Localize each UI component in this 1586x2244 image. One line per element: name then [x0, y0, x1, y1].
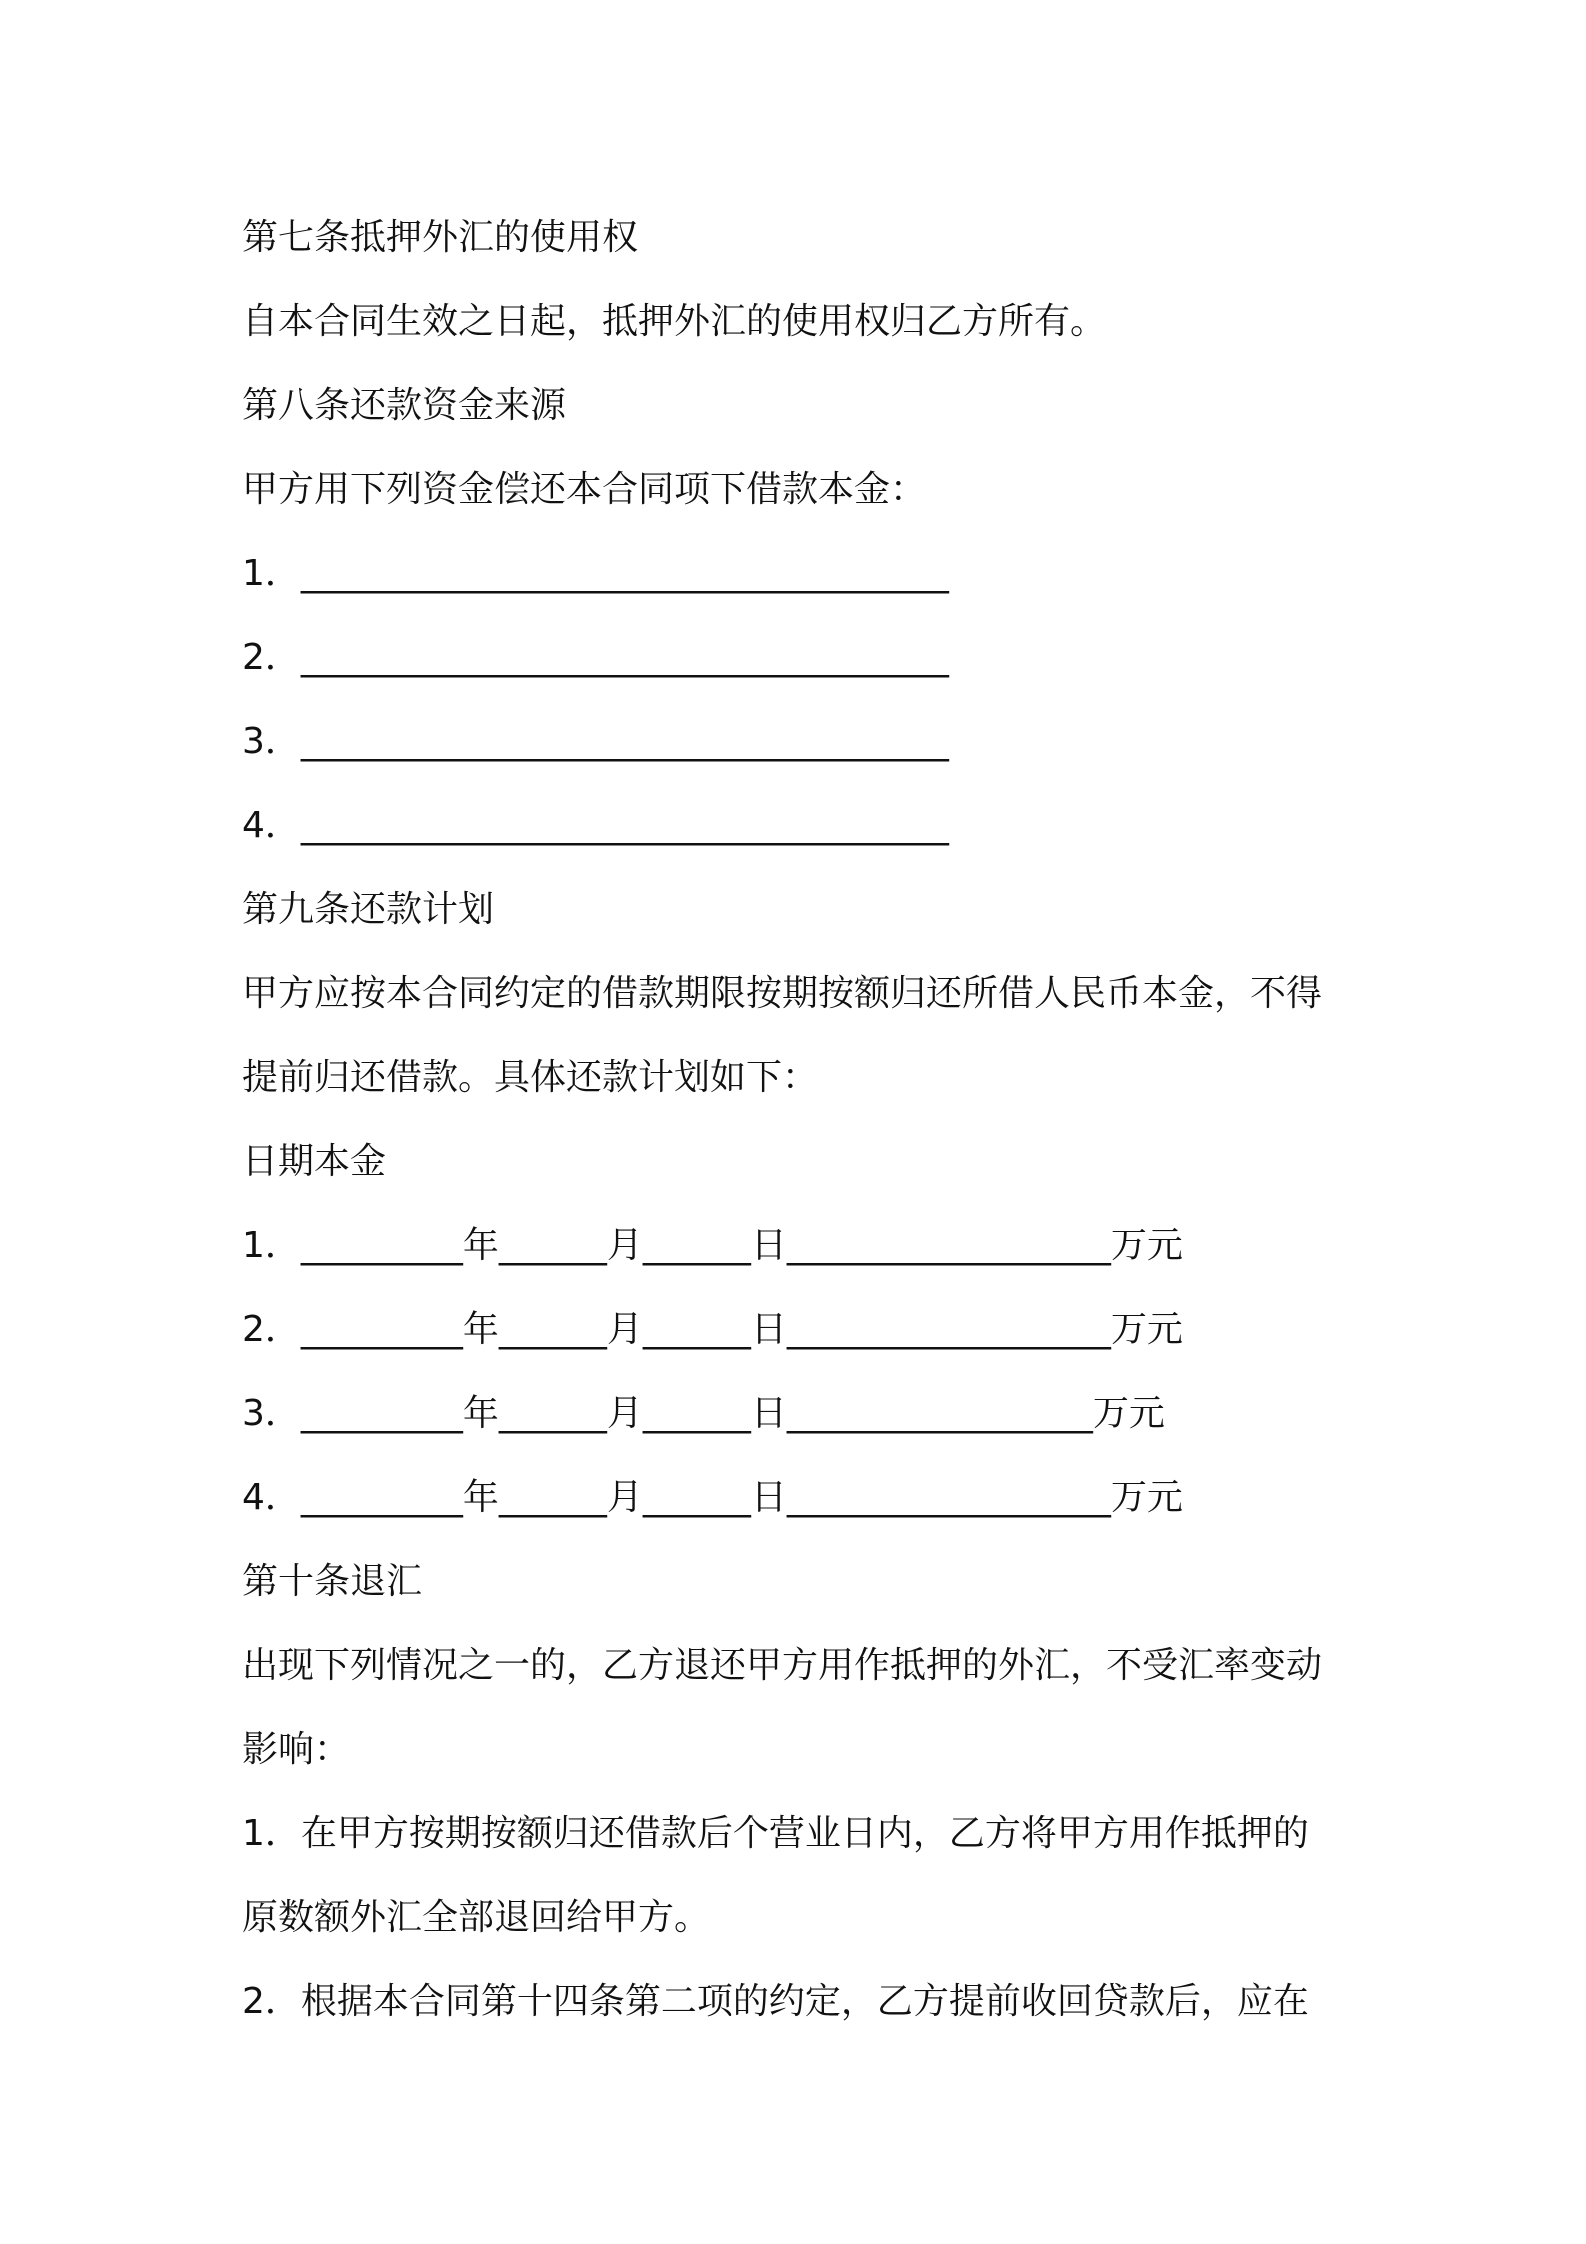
article-9-heading: 第九条还款计划: [242, 889, 495, 930]
article-8-heading: 第八条还款资金来源: [242, 385, 567, 426]
schedule-row-2: 2．_________年______月______日__________________万元: [242, 1309, 1183, 1350]
article-7-text: 自本合同生效之日起，抵押外汇的使用权归乙方所有。: [242, 301, 1107, 342]
article-9-text-line-1: 甲方应按本合同约定的借款期限按期按额归还所借人民币本金，不得: [242, 973, 1323, 1014]
article-10-heading: 第十条退汇: [242, 1561, 423, 1602]
article-10-text-line-2: 影响：: [242, 1729, 351, 1770]
article-10-text-line-1: 出现下列情况之一的，乙方退还甲方用作抵押的外汇，不受汇率变动: [242, 1645, 1323, 1686]
schedule-header: 日期本金: [242, 1141, 387, 1182]
schedule-row-4: 4．_________年______月______日__________________万元: [242, 1477, 1183, 1518]
refund-clause-1-line-1: 1．在甲方按期按额归还借款后个营业日内，乙方将甲方用作抵押的: [242, 1813, 1309, 1854]
fund-source-item-4: 4．____________________________________: [242, 805, 949, 846]
schedule-row-1: 1．_________年______月______日__________________万元: [242, 1225, 1183, 1266]
refund-clause-2-line-1: 2．根据本合同第十四条第二项的约定，乙方提前收回贷款后，应在: [242, 1981, 1309, 2022]
fund-source-item-2: 2．____________________________________: [242, 637, 949, 678]
refund-clause-1-line-2: 原数额外汇全部退回给甲方。: [242, 1897, 711, 1938]
schedule-row-3: 3．_________年______月______日_________________万元: [242, 1393, 1165, 1434]
document-body: [242, 196, 1362, 2044]
article-8-text: 甲方用下列资金偿还本合同项下借款本金：: [242, 469, 927, 510]
fund-source-item-1: 1．____________________________________: [242, 553, 949, 594]
article-9-text-line-2: 提前归还借款。具体还款计划如下：: [242, 1057, 819, 1098]
article-7-heading: 第七条抵押外汇的使用权: [242, 217, 639, 258]
fund-source-item-3: 3．____________________________________: [242, 721, 949, 762]
